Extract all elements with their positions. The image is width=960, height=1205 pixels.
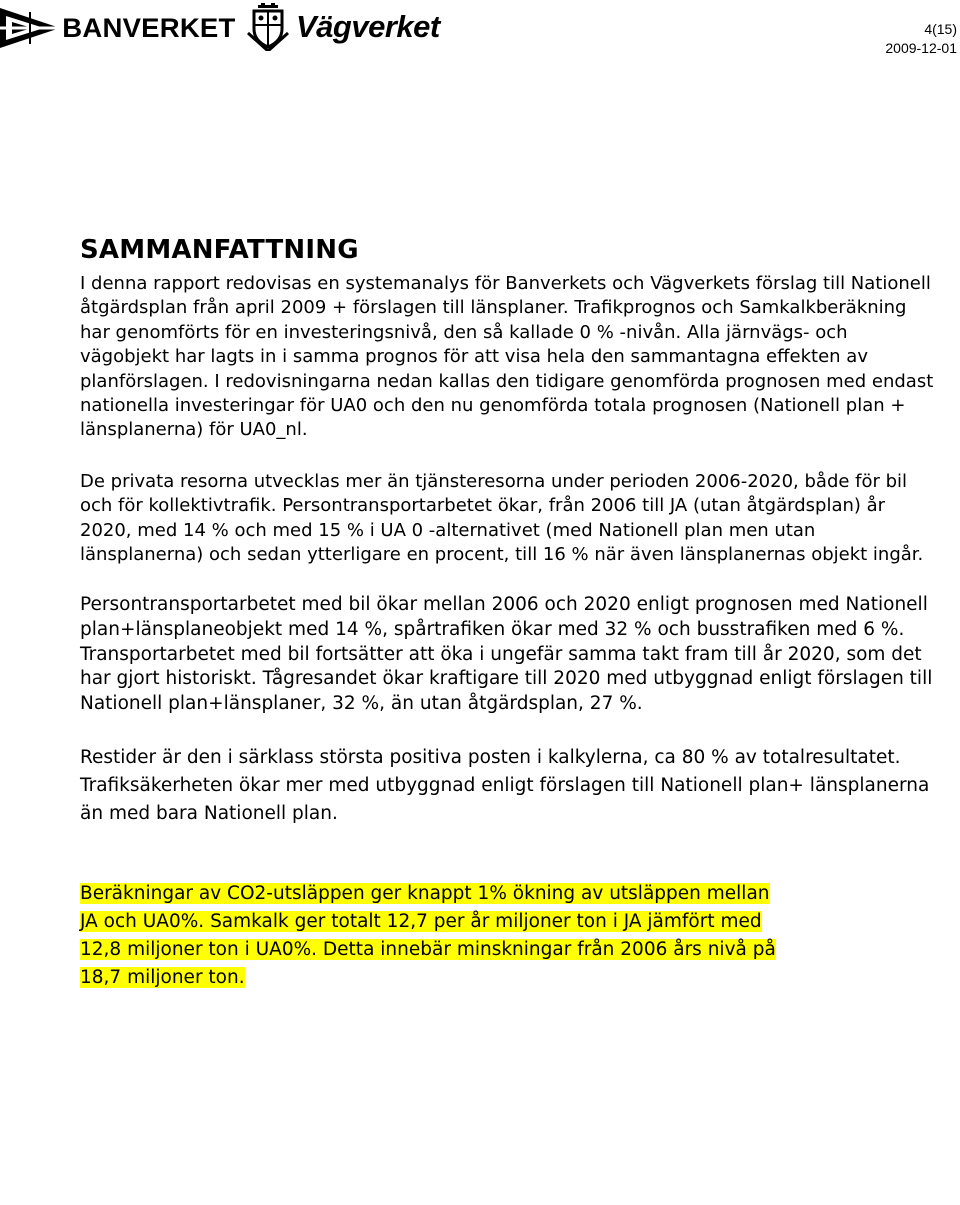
paragraph-transport-work: Persontransportarbetet med bil ökar mellan 2006 och 2020 enligt prognosen med Nationell plan+länsplaneobjekt med 14 %, spårtrafiken ökar med 32 % och busstrafiken med 6 %. Transportarbetet med bil fortsätter att öka i ungefär samma takt fram till år 2020, som det har gjort historiskt. Tågresandet ökar kraftigare till 2020 med utbyggnad enligt förslagen till Nationell plan+länsplaner, 32 %, än utan åtgärdsplan, 27 %. xyxy=(80,594,933,714)
vagverket-logo-text: Vägverket xyxy=(296,9,440,44)
banverket-emblem-icon xyxy=(0,8,60,48)
paragraph-travel-growth: De privata resorna utvecklas mer än tjänsteresorna under perioden 2006-2020, både för bil och för kollektivtrafik. Persontransportarbetet ökar, från 2006 till JA (utan åtgärdsplan) år 2020, med 14 % och med 15 % i UA 0 -alternativet (med Nationell plan men utan länsplanerna) och sedan ytterligare en procent, till 16 % när även länsplanernas objekt ingår. xyxy=(80,470,924,566)
paragraph-co2 xyxy=(80,880,780,992)
vagverket-logo xyxy=(244,2,440,52)
paragraph-travel-time: Restider är den i särklass största positiva posten i kalkylerna, ca 80 % av totalresultatet. Trafiksäkerheten ökar mer med utbyggnad enligt förslagen till Nationell plan+ länsplanerna än med bara Nationell plan. xyxy=(80,747,930,825)
document-body xyxy=(80,232,940,992)
paragraph-intro: I denna rapport redovisas en systemanalys för Banverkets och Vägverkets förslag till Nationell åtgärdsplan från april 2009 + förslagen till länsplaner. Trafikprognos och Samkalkberäkning har genomförts för en investeringsnivå, den så kallade 0 % -nivån. Alla järnvägs- och vägobjekt har lagts in i samma prognos för att visa hela den sammantagna effekten av planförslagen. I redovisningarna nedan kallas den tidigare genomförda prognosen med endast nationella investeringar för UA0 och den nu genomförda totala prognosen (Nationell plan + länsplanerna) för UA0_nl. xyxy=(80,273,934,441)
page-header xyxy=(0,0,960,60)
banverket-logo xyxy=(0,6,234,50)
co2-highlighted-text: Beräkningar av CO2-utsläppen ger knappt 1% ökning av utsläppen mellan JA och UA0%. Samkalk ger totalt 12,7 per år miljoner ton i JA jämfört med 12,8 miljoner ton i UA0%. Detta innebär minskningar från 2006 års nivå på 18,7 miljoner ton. xyxy=(80,883,776,989)
banverket-logo-text: BANVERKET xyxy=(62,12,236,43)
document-date: 2009-12-01 xyxy=(885,40,957,56)
vagverket-crest-icon xyxy=(244,3,292,51)
section-heading: SAMMANFATTNING xyxy=(80,235,359,265)
page-info xyxy=(885,20,957,58)
page-number: 4(15) xyxy=(924,21,957,37)
